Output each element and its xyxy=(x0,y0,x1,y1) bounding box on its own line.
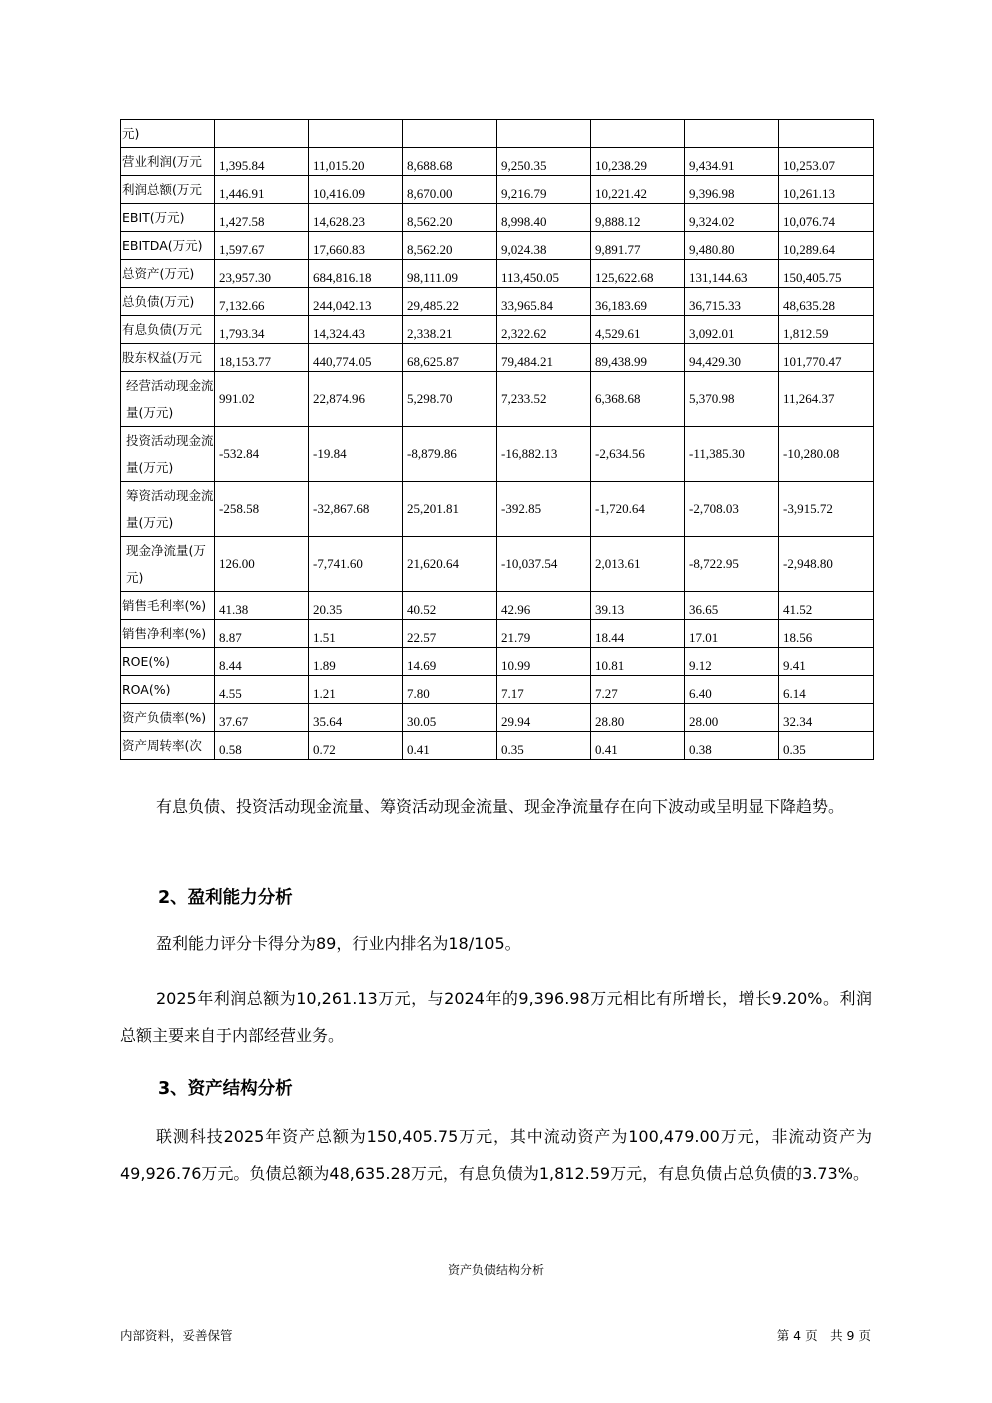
table-cell: 29,485.22 xyxy=(403,288,497,316)
table-cell: -258.58 xyxy=(215,482,309,537)
table-cell: 17.01 xyxy=(685,620,779,648)
table-cell: 89,438.99 xyxy=(591,344,685,372)
table-cell: -10,037.54 xyxy=(497,537,591,592)
row-label: 销售毛利率(%) xyxy=(121,592,215,620)
table-cell: 25,201.81 xyxy=(403,482,497,537)
table-cell: 48,635.28 xyxy=(779,288,874,316)
trend-paragraph: 有息负债、投资活动现金流量、筹资活动现金流量、现金净流量存在向下波动或呈明显下降趋势。 xyxy=(156,797,845,816)
table-cell: 21.79 xyxy=(497,620,591,648)
table-cell: 1.21 xyxy=(309,676,403,704)
financial-data-table xyxy=(120,119,874,760)
row-label: ROA(%) xyxy=(121,676,215,704)
table-cell: 9,024.38 xyxy=(497,232,591,260)
table-cell: 0.72 xyxy=(309,732,403,760)
table-cell: 9,250.35 xyxy=(497,148,591,176)
table-cell xyxy=(591,120,685,148)
table-cell: 36,183.69 xyxy=(591,288,685,316)
table-cell xyxy=(497,120,591,148)
row-label: EBIT(万元) xyxy=(121,204,215,232)
table-cell: 7.80 xyxy=(403,676,497,704)
table-cell: 28.80 xyxy=(591,704,685,732)
table-row xyxy=(121,260,874,288)
row-label: 筹资活动现金流量(万元) xyxy=(121,482,215,537)
table-cell: 9.41 xyxy=(779,648,874,676)
financial-table-body xyxy=(121,120,874,760)
table-cell: 14,324.43 xyxy=(309,316,403,344)
row-label: EBITDA(万元) xyxy=(121,232,215,260)
table-cell: 10,076.74 xyxy=(779,204,874,232)
table-cell: 684,816.18 xyxy=(309,260,403,288)
table-cell: 6.40 xyxy=(685,676,779,704)
table-row xyxy=(121,537,874,592)
asset-detail-paragraph: 联测科技2025年资产总额为150,405.75万元，其中流动资产为100,479.00万元，非流动资产为49,926.76万元。负债总额为48,635.28万元，有息负债为1,812.59万元，有息负债占总负债的3.73%。 xyxy=(120,1127,872,1183)
row-label: 现金净流量(万元) xyxy=(121,537,215,592)
table-cell: 29.94 xyxy=(497,704,591,732)
table-cell: 2,013.61 xyxy=(591,537,685,592)
table-row xyxy=(121,482,874,537)
table-cell: 1,446.91 xyxy=(215,176,309,204)
table-cell xyxy=(779,120,874,148)
table-cell: -532.84 xyxy=(215,427,309,482)
row-label: 总负债(万元) xyxy=(121,288,215,316)
table-cell xyxy=(685,120,779,148)
table-cell xyxy=(309,120,403,148)
row-label: 利润总额(万元 xyxy=(121,176,215,204)
row-label: 总资产(万元) xyxy=(121,260,215,288)
profit-detail-paragraph: 2025年利润总额为10,261.13万元，与2024年的9,396.98万元相比有所增长，增长9.20%。利润总额主要来自于内部经营业务。 xyxy=(120,989,872,1045)
table-row xyxy=(121,148,874,176)
table-cell: 9,888.12 xyxy=(591,204,685,232)
row-label: 元) xyxy=(121,120,215,148)
table-cell: 1.89 xyxy=(309,648,403,676)
table-cell: 41.52 xyxy=(779,592,874,620)
table-cell: 9,434.91 xyxy=(685,148,779,176)
table-cell: 9,891.77 xyxy=(591,232,685,260)
table-cell: 244,042.13 xyxy=(309,288,403,316)
table-row xyxy=(121,592,874,620)
table-cell: 1,597.67 xyxy=(215,232,309,260)
table-cell: 18.56 xyxy=(779,620,874,648)
table-cell: 10,289.64 xyxy=(779,232,874,260)
row-label: 营业利润(万元 xyxy=(121,148,215,176)
table-cell: 8,562.20 xyxy=(403,204,497,232)
table-cell: 1,812.59 xyxy=(779,316,874,344)
row-label: 有息负债(万元 xyxy=(121,316,215,344)
table-cell: 9.12 xyxy=(685,648,779,676)
table-cell: 6.14 xyxy=(779,676,874,704)
table-cell: 10,261.13 xyxy=(779,176,874,204)
table-row xyxy=(121,120,874,148)
table-cell: -16,882.13 xyxy=(497,427,591,482)
table-cell: 8,670.00 xyxy=(403,176,497,204)
table-cell: 28.00 xyxy=(685,704,779,732)
table-cell: 14,628.23 xyxy=(309,204,403,232)
profit-score-paragraph: 盈利能力评分卡得分为89，行业内排名为18/105。 xyxy=(156,934,521,953)
row-label: 股东权益(万元 xyxy=(121,344,215,372)
table-cell: -2,708.03 xyxy=(685,482,779,537)
table-cell xyxy=(403,120,497,148)
table-cell: 8,562.20 xyxy=(403,232,497,260)
table-cell: 22,874.96 xyxy=(309,372,403,427)
table-row xyxy=(121,648,874,676)
table-row xyxy=(121,732,874,760)
row-label: 投资活动现金流量(万元) xyxy=(121,427,215,482)
table-cell: 23,957.30 xyxy=(215,260,309,288)
table-cell: 0.35 xyxy=(497,732,591,760)
table-cell xyxy=(215,120,309,148)
row-label: 经营活动现金流量(万元) xyxy=(121,372,215,427)
table-row xyxy=(121,204,874,232)
heading-asset-structure: 3、资产结构分析 xyxy=(158,1079,293,1099)
footer-confidential-note: 内部资料，妥善保管 xyxy=(120,1328,233,1343)
table-cell: 7,233.52 xyxy=(497,372,591,427)
table-cell: 440,774.05 xyxy=(309,344,403,372)
table-cell: 35.64 xyxy=(309,704,403,732)
table-cell: 1,793.34 xyxy=(215,316,309,344)
table-cell: -8,879.86 xyxy=(403,427,497,482)
table-cell: 126.00 xyxy=(215,537,309,592)
table-cell: 11,264.37 xyxy=(779,372,874,427)
table-row xyxy=(121,372,874,427)
table-row xyxy=(121,620,874,648)
table-cell: 20.35 xyxy=(309,592,403,620)
table-cell: 131,144.63 xyxy=(685,260,779,288)
table-cell: -32,867.68 xyxy=(309,482,403,537)
table-cell: 9,216.79 xyxy=(497,176,591,204)
table-cell: -19.84 xyxy=(309,427,403,482)
table-cell: 8.87 xyxy=(215,620,309,648)
table-cell: 10,238.29 xyxy=(591,148,685,176)
table-cell: 8,998.40 xyxy=(497,204,591,232)
table-cell: 7,132.66 xyxy=(215,288,309,316)
table-cell: 113,450.05 xyxy=(497,260,591,288)
table-cell: 101,770.47 xyxy=(779,344,874,372)
table-cell: 4,529.61 xyxy=(591,316,685,344)
table-cell: 11,015.20 xyxy=(309,148,403,176)
table-cell: 18,153.77 xyxy=(215,344,309,372)
table-cell: 150,405.75 xyxy=(779,260,874,288)
table-cell: -3,915.72 xyxy=(779,482,874,537)
table-row xyxy=(121,704,874,732)
table-cell: 9,396.98 xyxy=(685,176,779,204)
table-cell: 39.13 xyxy=(591,592,685,620)
table-cell: 32.34 xyxy=(779,704,874,732)
table-cell: 21,620.64 xyxy=(403,537,497,592)
table-cell: 8.44 xyxy=(215,648,309,676)
table-cell: 9,480.80 xyxy=(685,232,779,260)
table-cell: 2,338.21 xyxy=(403,316,497,344)
table-cell: -7,741.60 xyxy=(309,537,403,592)
table-cell: 68,625.87 xyxy=(403,344,497,372)
table-cell: 0.35 xyxy=(779,732,874,760)
table-cell: 18.44 xyxy=(591,620,685,648)
table-cell: 1,427.58 xyxy=(215,204,309,232)
table-cell: 1.51 xyxy=(309,620,403,648)
table-cell: 2,322.62 xyxy=(497,316,591,344)
table-cell: 79,484.21 xyxy=(497,344,591,372)
table-cell: 1,395.84 xyxy=(215,148,309,176)
table-cell: -1,720.64 xyxy=(591,482,685,537)
table-cell: 5,370.98 xyxy=(685,372,779,427)
table-cell: 10.99 xyxy=(497,648,591,676)
footer-page-number: 第 4 页 共 9 页 xyxy=(776,1328,871,1343)
table-cell: 14.69 xyxy=(403,648,497,676)
table-row xyxy=(121,427,874,482)
heading-profitability: 2、盈利能力分析 xyxy=(158,888,293,908)
row-label: 销售净利率(%) xyxy=(121,620,215,648)
table-cell: -392.85 xyxy=(497,482,591,537)
table-cell: 22.57 xyxy=(403,620,497,648)
table-cell: 17,660.83 xyxy=(309,232,403,260)
table-cell: 40.52 xyxy=(403,592,497,620)
table-cell: 3,092.01 xyxy=(685,316,779,344)
table-cell: 5,298.70 xyxy=(403,372,497,427)
table-cell: 7.17 xyxy=(497,676,591,704)
table-cell: 991.02 xyxy=(215,372,309,427)
table-cell: 10,253.07 xyxy=(779,148,874,176)
table-cell: 0.58 xyxy=(215,732,309,760)
table-row xyxy=(121,316,874,344)
table-cell: 30.05 xyxy=(403,704,497,732)
table-cell: 10,221.42 xyxy=(591,176,685,204)
table-row xyxy=(121,344,874,372)
table-cell: 10.81 xyxy=(591,648,685,676)
table-cell: 94,429.30 xyxy=(685,344,779,372)
table-cell: 4.55 xyxy=(215,676,309,704)
table-cell: 98,111.09 xyxy=(403,260,497,288)
table-cell: -8,722.95 xyxy=(685,537,779,592)
table-cell: 37.67 xyxy=(215,704,309,732)
table-cell: 0.41 xyxy=(591,732,685,760)
table-cell: 42.96 xyxy=(497,592,591,620)
table-cell: 10,416.09 xyxy=(309,176,403,204)
table-cell: -11,385.30 xyxy=(685,427,779,482)
table-cell: 9,324.02 xyxy=(685,204,779,232)
table-cell: 36.65 xyxy=(685,592,779,620)
table-cell: -10,280.08 xyxy=(779,427,874,482)
table-cell: 7.27 xyxy=(591,676,685,704)
table-row xyxy=(121,288,874,316)
table-row xyxy=(121,232,874,260)
table-row xyxy=(121,176,874,204)
table-cell: 8,688.68 xyxy=(403,148,497,176)
table-cell: 36,715.33 xyxy=(685,288,779,316)
table-cell: 6,368.68 xyxy=(591,372,685,427)
table-cell: 125,622.68 xyxy=(591,260,685,288)
table-row xyxy=(121,676,874,704)
table-cell: -2,948.80 xyxy=(779,537,874,592)
table-cell: -2,634.56 xyxy=(591,427,685,482)
table-cell: 41.38 xyxy=(215,592,309,620)
figure-caption: 资产负债结构分析 xyxy=(447,1263,544,1277)
row-label: ROE(%) xyxy=(121,648,215,676)
table-cell: 0.38 xyxy=(685,732,779,760)
row-label: 资产负债率(%) xyxy=(121,704,215,732)
table-cell: 0.41 xyxy=(403,732,497,760)
table-cell: 33,965.84 xyxy=(497,288,591,316)
row-label: 资产周转率(次 xyxy=(121,732,215,760)
